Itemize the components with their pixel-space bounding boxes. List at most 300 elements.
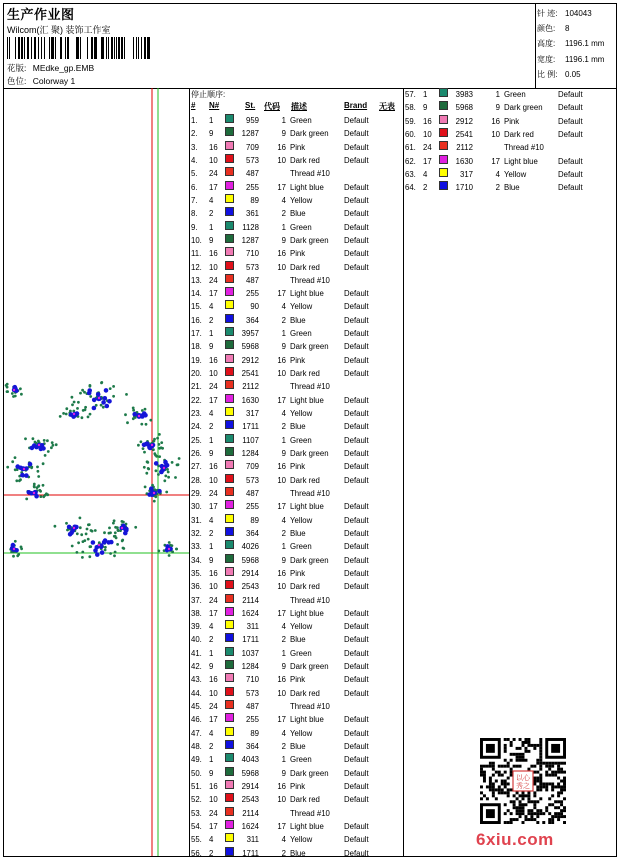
stop-code: 10: [491, 129, 500, 139]
colorway-line: [7, 75, 75, 87]
color-swatch: [225, 847, 234, 856]
stop-needle: 17: [209, 182, 218, 192]
stop-index: 56.: [191, 848, 202, 858]
stop-description: Pink: [290, 355, 306, 365]
stop-index: 54.: [191, 821, 202, 831]
svg-text:以心: 以心: [516, 774, 530, 782]
stop-needle: 1: [209, 435, 214, 445]
divider: [403, 88, 404, 856]
stop-stitches: 3957: [241, 329, 259, 339]
stop-code: 1: [281, 755, 286, 765]
stop-stitches: 573: [245, 262, 259, 272]
stop-index: 55.: [191, 835, 202, 845]
stop-needle: 17: [423, 156, 432, 166]
color-swatch: [225, 820, 234, 829]
stop-code: 4: [281, 835, 286, 845]
color-swatch: [225, 327, 234, 336]
design-file-value: MEdke_gp.EMB: [32, 63, 95, 73]
stop-needle: 2: [209, 528, 214, 538]
stop-stitches: 1037: [241, 648, 259, 658]
stop-needle: 16: [209, 355, 218, 365]
stop-index: 34.: [191, 555, 202, 565]
stop-description: Blue: [290, 635, 306, 645]
stop-description: Thread #10: [290, 595, 330, 605]
stop-description: Thread #10: [290, 808, 330, 818]
color-swatch: [225, 207, 234, 216]
stop-needle: 10: [209, 262, 218, 272]
color-swatch: [225, 633, 234, 642]
stat-row: 高度: 1196.1 mm: [537, 39, 605, 49]
stop-needle: 16: [209, 462, 218, 472]
stop-needle: 24: [209, 702, 218, 712]
stop-index: 51.: [191, 782, 202, 791]
stop-index: 62.: [405, 156, 416, 166]
stop-code: 2: [281, 422, 286, 432]
stop-needle: 1: [209, 648, 214, 658]
stop-index: 19.: [191, 355, 202, 365]
stop-index: 18.: [191, 342, 202, 352]
stop-code: 10: [277, 155, 286, 165]
stop-description: Yellow: [290, 728, 313, 738]
stop-needle: 2: [209, 209, 214, 219]
stop-row: [191, 194, 401, 207]
stop-row: [191, 847, 401, 860]
stop-brand: Default: [344, 395, 369, 405]
stop-description: Blue: [290, 528, 306, 538]
stop-index: 53.: [191, 808, 202, 818]
stop-stitches: 709: [245, 462, 259, 472]
stop-sequence-title: 停止顺序:: [191, 90, 226, 99]
stop-stitches: 2914: [241, 568, 259, 578]
stop-description: Green: [290, 542, 312, 552]
stop-stitches: 1284: [241, 662, 259, 672]
stop-code: 10: [277, 262, 286, 272]
stop-needle: 1: [209, 329, 214, 339]
stop-needle: 17: [209, 715, 218, 725]
stop-index: 33.: [191, 542, 202, 552]
color-swatch: [439, 88, 448, 97]
stop-brand: Default: [558, 169, 583, 179]
color-swatch: [225, 194, 234, 203]
stop-index: 2.: [191, 129, 198, 139]
stop-row: [191, 474, 401, 487]
stop-row: [405, 155, 615, 168]
stop-needle: 24: [423, 143, 432, 153]
stop-index: 13.: [191, 275, 202, 285]
stop-stitches: 2914: [241, 782, 259, 791]
stop-description: Thread #10: [504, 143, 544, 153]
stop-needle: 4: [209, 409, 214, 419]
stop-needle: 24: [209, 808, 218, 818]
stop-row: [191, 207, 401, 220]
stop-index: 59.: [405, 116, 416, 126]
stop-description: Light blue: [290, 608, 324, 618]
stop-index: 38.: [191, 608, 202, 618]
stop-needle: 17: [209, 289, 218, 299]
stop-row: [191, 700, 401, 713]
stop-row: [191, 300, 401, 313]
stop-description: Blue: [290, 848, 306, 858]
stop-brand: Default: [344, 449, 369, 458]
stop-row: [191, 647, 401, 660]
stop-row: [191, 527, 401, 540]
color-swatch: [225, 700, 234, 709]
col-header-brand: Brand: [344, 101, 368, 110]
design-preview: [4, 88, 189, 856]
design-file-label: 花版:: [7, 63, 27, 73]
stop-description: Dark green: [290, 449, 329, 458]
stop-description: Dark green: [290, 662, 329, 672]
stop-description: Yellow: [290, 409, 313, 419]
stop-index: 50.: [191, 768, 202, 778]
stop-index: 43.: [191, 675, 202, 685]
stop-index: 58.: [405, 103, 416, 113]
stop-stitches: 573: [245, 475, 259, 485]
stop-brand: Default: [344, 715, 369, 725]
color-swatch: [225, 167, 234, 176]
stop-code: 2: [281, 635, 286, 645]
stop-row: [191, 367, 401, 380]
stop-needle: 9: [209, 235, 214, 245]
stop-row: [191, 354, 401, 367]
stop-index: 11.: [191, 249, 202, 259]
stop-code: 17: [277, 395, 286, 405]
stop-stitches: 4026: [241, 542, 259, 552]
color-swatch: [225, 234, 234, 243]
color-swatch: [225, 807, 234, 816]
col-header-code: 代码: [264, 102, 280, 111]
color-swatch: [225, 567, 234, 576]
stop-needle: 10: [209, 582, 218, 592]
stop-stitches: 710: [245, 675, 259, 685]
stop-stitches: 573: [245, 155, 259, 165]
stop-needle: 4: [209, 835, 214, 845]
stop-row: [191, 394, 401, 407]
color-swatch: [225, 127, 234, 136]
stop-code: 17: [491, 156, 500, 166]
color-swatch: [225, 434, 234, 443]
stop-brand: Default: [344, 608, 369, 618]
stop-description: Dark green: [504, 103, 543, 113]
stop-needle: 2: [209, 848, 214, 858]
stop-row: [191, 181, 401, 194]
stop-row: [191, 727, 401, 740]
stop-index: 48.: [191, 742, 202, 752]
stop-row: [191, 820, 401, 833]
stop-stitches: 364: [245, 315, 259, 325]
color-swatch: [225, 767, 234, 776]
stop-code: 4: [281, 409, 286, 419]
stop-needle: 24: [209, 169, 218, 179]
stop-row: [191, 340, 401, 353]
stop-needle: 24: [209, 275, 218, 285]
stop-stitches: 2543: [241, 582, 259, 592]
stop-code: 10: [277, 582, 286, 592]
color-swatch: [225, 540, 234, 549]
stop-code: 16: [491, 116, 500, 126]
stop-row: [191, 447, 401, 460]
stop-stitches: 89: [250, 195, 259, 205]
stop-index: 61.: [405, 143, 416, 153]
stop-brand: Default: [344, 542, 369, 552]
stop-stitches: 311: [246, 835, 259, 845]
stop-stitches: 2114: [242, 808, 259, 818]
stat-row: 宽度: 1196.1 mm: [537, 54, 605, 64]
stop-description: Dark red: [290, 155, 320, 165]
color-swatch: [225, 607, 234, 616]
stop-code: 2: [495, 183, 500, 193]
stop-stitches: 364: [245, 528, 259, 538]
stop-brand: Default: [344, 116, 369, 125]
stop-stitches: 1107: [242, 435, 259, 445]
color-swatch: [225, 594, 234, 603]
stop-row: [191, 234, 401, 247]
stop-description: Dark red: [290, 795, 320, 805]
watermark: 6xiu.com: [476, 830, 554, 849]
stop-brand: Default: [344, 568, 369, 578]
stop-code: 16: [277, 462, 286, 472]
color-swatch: [225, 780, 234, 789]
stop-row: [191, 580, 401, 593]
stop-brand: Default: [344, 528, 369, 538]
stop-code: 4: [495, 169, 500, 179]
stop-needle: 24: [209, 488, 218, 498]
stop-brand: Default: [344, 435, 369, 445]
stop-stitches: 89: [250, 515, 259, 525]
stop-needle: 10: [209, 795, 218, 805]
stop-brand: Default: [558, 129, 583, 139]
stop-brand: Default: [344, 515, 369, 525]
stop-code: 9: [281, 555, 286, 565]
stop-needle: 2: [423, 183, 428, 193]
stop-needle: 1: [423, 90, 428, 99]
stop-brand: Default: [344, 155, 369, 165]
stop-row: [405, 128, 615, 141]
stop-code: 10: [277, 688, 286, 698]
stop-stitches: 2541: [455, 129, 473, 139]
stop-row: [405, 168, 615, 181]
stop-code: 10: [277, 369, 286, 379]
stop-stitches: 5968: [241, 342, 259, 352]
stop-row: [191, 633, 401, 646]
stop-description: Dark red: [290, 262, 320, 272]
stop-description: Dark green: [290, 129, 329, 139]
color-swatch: [225, 580, 234, 589]
stop-row: [191, 380, 401, 393]
stop-needle: 24: [209, 382, 218, 392]
stop-needle: 9: [209, 342, 214, 352]
stop-needle: 10: [209, 369, 218, 379]
color-swatch: [439, 141, 448, 150]
stop-needle: 17: [209, 821, 218, 831]
barcode: [7, 37, 152, 59]
stop-index: 20.: [191, 369, 202, 379]
stop-brand: Default: [344, 821, 369, 831]
stop-code: 9: [281, 662, 286, 672]
stop-row: [191, 314, 401, 327]
stop-description: Green: [290, 755, 312, 765]
col-header-chart: 无表: [379, 102, 395, 111]
stop-index: 45.: [191, 702, 202, 712]
stop-code: 4: [281, 515, 286, 525]
stop-index: 22.: [191, 395, 202, 405]
stop-row: [191, 514, 401, 527]
stop-needle: 16: [209, 782, 218, 791]
stop-index: 26.: [191, 449, 202, 458]
stop-description: Dark red: [290, 688, 320, 698]
stop-brand: Default: [344, 635, 369, 645]
color-swatch: [225, 447, 234, 456]
stop-description: Pink: [504, 116, 520, 126]
stop-stitches: 317: [459, 169, 473, 179]
color-swatch: [225, 420, 234, 429]
color-swatch: [225, 474, 234, 483]
stop-brand: Default: [344, 622, 369, 632]
stop-row: [191, 540, 401, 553]
stop-index: 46.: [191, 715, 202, 725]
color-swatch: [225, 314, 234, 323]
color-swatch: [225, 367, 234, 376]
stop-stitches: 5968: [241, 768, 259, 778]
stop-stitches: 317: [245, 409, 259, 419]
stop-description: Pink: [290, 568, 306, 578]
stop-index: 63.: [405, 169, 416, 179]
stop-code: 17: [277, 289, 286, 299]
stop-row: [191, 807, 401, 820]
stop-stitches: 709: [245, 142, 259, 152]
stop-description: Blue: [290, 742, 306, 752]
color-swatch: [225, 380, 234, 389]
stop-description: Thread #10: [290, 169, 330, 179]
stop-row: [191, 713, 401, 726]
stop-code: 1: [281, 648, 286, 658]
stop-stitches: 2112: [456, 143, 473, 153]
qr-code: [480, 738, 566, 824]
stop-brand: Default: [344, 195, 369, 205]
stat-row: 针 迹: 104043: [537, 9, 592, 18]
design-file-line: [7, 62, 94, 74]
stop-description: Green: [504, 90, 526, 99]
color-swatch: [225, 141, 234, 150]
stop-stitches: 90: [250, 302, 259, 312]
stop-brand: Default: [344, 728, 369, 738]
stop-code: 1: [495, 90, 500, 99]
stop-code: 9: [281, 449, 286, 458]
stop-row: [405, 141, 615, 154]
stop-description: Pink: [290, 462, 306, 472]
stop-needle: 24: [209, 595, 218, 605]
stop-brand: Default: [344, 315, 369, 325]
stop-stitches: 487: [245, 488, 259, 498]
stop-brand: Default: [344, 262, 369, 272]
stop-needle: 9: [209, 449, 214, 458]
stop-index: 60.: [405, 129, 416, 139]
stop-row: [191, 460, 401, 473]
stop-code: 2: [281, 315, 286, 325]
stop-brand: Default: [558, 183, 583, 193]
stop-code: 10: [277, 475, 286, 485]
stop-row: [191, 780, 401, 793]
color-swatch: [225, 221, 234, 230]
stop-needle: 9: [209, 555, 214, 565]
stop-stitches: 710: [245, 249, 259, 259]
stop-row: [191, 554, 401, 567]
stop-code: 17: [277, 608, 286, 618]
stat-row: 颜色: 8: [537, 24, 570, 34]
stop-index: 30.: [191, 502, 202, 512]
stop-stitches: 1128: [242, 222, 259, 232]
stop-row: [405, 88, 615, 101]
stop-stitches: 255: [245, 715, 259, 725]
stop-row: [191, 247, 401, 260]
color-swatch: [225, 500, 234, 509]
color-swatch: [225, 354, 234, 363]
stop-stitches: 487: [245, 169, 259, 179]
stop-index: 39.: [191, 622, 202, 632]
stop-code: 16: [277, 675, 286, 685]
stop-row: [405, 101, 615, 114]
stop-index: 42.: [191, 662, 202, 672]
stop-description: Light blue: [504, 156, 538, 166]
stop-needle: 1: [209, 116, 214, 125]
stop-brand: Default: [344, 235, 369, 245]
stop-description: Thread #10: [290, 702, 330, 712]
stop-row: [191, 221, 401, 234]
colorway-label: 色位:: [7, 76, 27, 86]
stop-stitches: 1630: [241, 395, 259, 405]
stop-index: 44.: [191, 688, 202, 698]
stop-description: Green: [290, 222, 312, 232]
stop-brand: Default: [344, 755, 369, 765]
stop-code: 1: [281, 222, 286, 232]
stop-description: Yellow: [290, 622, 313, 632]
color-swatch: [439, 115, 448, 124]
stop-brand: Default: [344, 688, 369, 698]
stop-index: 23.: [191, 409, 202, 419]
stop-needle: 1: [209, 755, 214, 765]
stop-brand: Default: [344, 782, 369, 791]
stop-row: [191, 687, 401, 700]
color-swatch: [225, 340, 234, 349]
stop-row: [191, 767, 401, 780]
color-swatch: [225, 660, 234, 669]
stop-brand: Default: [344, 662, 369, 672]
color-swatch: [225, 247, 234, 256]
stop-stitches: 2912: [241, 355, 259, 365]
stop-stitches: 311: [246, 622, 259, 632]
divider: [535, 3, 536, 88]
stop-brand: Default: [558, 116, 583, 126]
stop-row: [191, 261, 401, 274]
color-swatch: [225, 687, 234, 696]
color-swatch: [225, 181, 234, 190]
stop-stitches: 2114: [242, 595, 259, 605]
stop-brand: Default: [344, 302, 369, 312]
stop-code: 16: [277, 782, 286, 791]
stop-brand: Default: [344, 355, 369, 365]
stop-description: Dark red: [290, 475, 320, 485]
color-swatch: [225, 673, 234, 682]
stop-description: Yellow: [290, 302, 313, 312]
stop-index: 4.: [191, 155, 198, 165]
stop-stitches: 5968: [241, 555, 259, 565]
stop-needle: 16: [209, 142, 218, 152]
stop-code: 17: [277, 715, 286, 725]
color-swatch: [225, 287, 234, 296]
stop-needle: 2: [209, 422, 214, 432]
stop-description: Yellow: [290, 195, 313, 205]
stop-brand: Default: [344, 582, 369, 592]
